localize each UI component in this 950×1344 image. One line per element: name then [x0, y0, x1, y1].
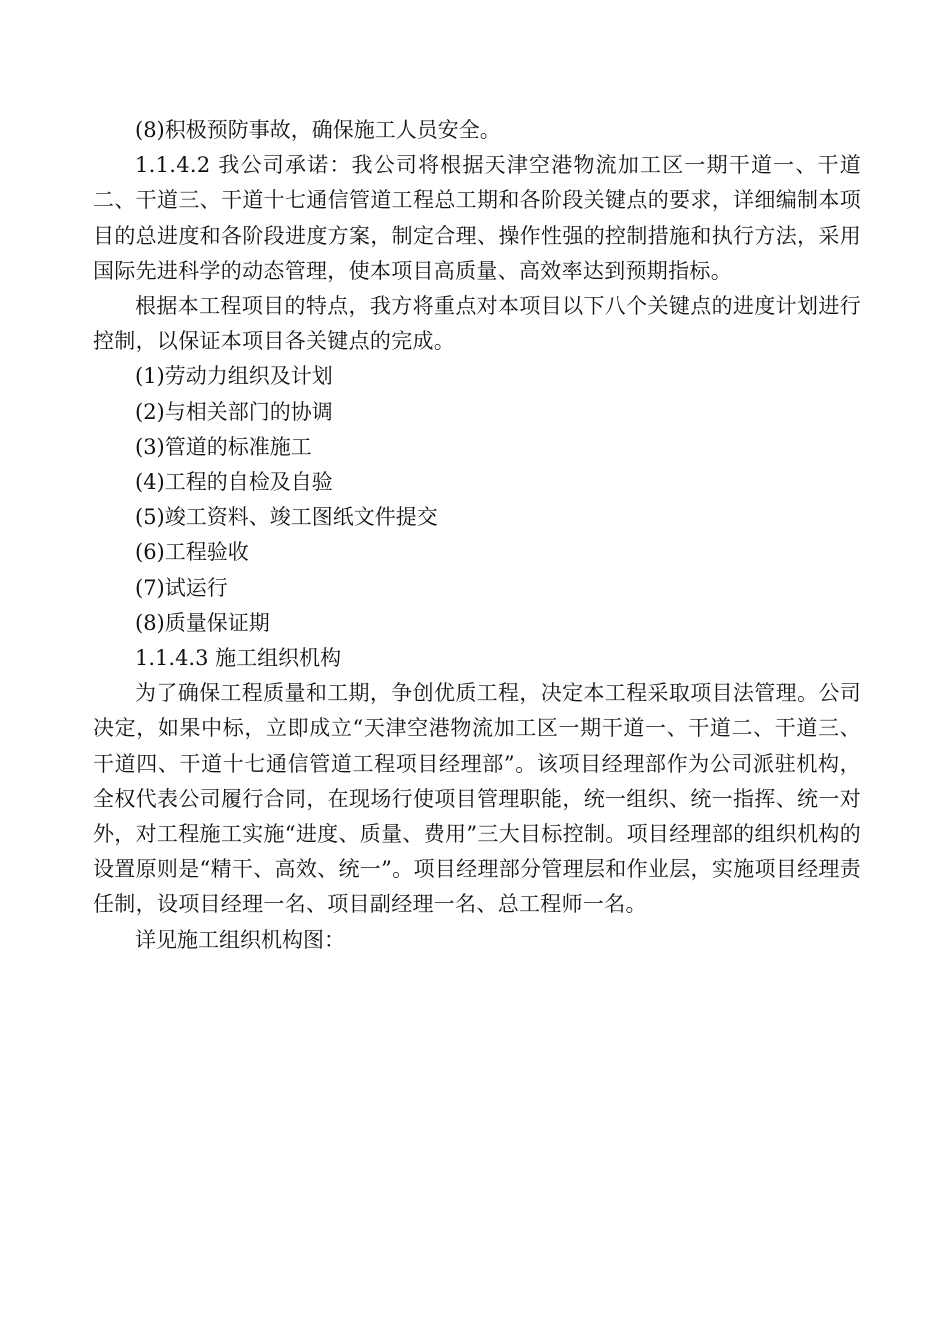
organization-paragraph: 为了确保工程质量和工期，争创优质工程，决定本工程采取项目法管理。公司决定，如果中标，立即成立“天津空港物流加工区一期干道一、干道二、干道三、干道四、干道十七通信管道工程项目经理部”。该项目经理部作为公司派驻机构，全权代表公司履行合同，在现场行使项目管理职能，统一组织、统一指挥、统一对外，对工程施工实施“进度、质量、费用”三大目标控制。项目经理部的组织机构的设置原则是“精干、高效、统一”。项目经理部分管理层和作业层，实施项目经理责任制，设项目经理一名、项目副经理一名、总工程师一名。	[93, 681, 861, 917]
key-point-item: (6)工程验收	[135, 540, 249, 565]
key-point-item: (3)管道的标准施工	[135, 434, 312, 459]
org-chart-reference: 详见施工组织机构图：	[135, 927, 345, 952]
safety-item: (8)积极预防事故，确保施工人员安全。	[135, 118, 501, 142]
key-point-item: (2)与相关部门的协调	[135, 399, 333, 424]
key-point-item: (5)竣工资料、竣工图纸文件提交	[135, 505, 438, 530]
key-point-item: (8)质量保证期	[135, 610, 270, 635]
key-point-item: (7)试运行	[135, 575, 228, 600]
document-body	[93, 113, 861, 958]
key-points-intro-paragraph: 根据本工程项目的特点，我方将重点对本项目以下八个关键点的进度计划进行控制，以保证本项目各关键点的完成。	[93, 294, 861, 354]
commitment-paragraph: 1.1.4.2 我公司承诺：我公司将根据天津空港物流加工区一期干道一、干道二、干道三、干道十七通信管道工程总工期和各阶段关键点的要求，详细编制本项目的总进度和各阶段进度方案，制定合理、操作性强的控制措施和执行方法，采用国际先进科学的动态管理，使本项目高质量、高效率达到预期指标。	[93, 153, 861, 283]
section-heading: 1.1.4.3 施工组织机构	[135, 646, 342, 671]
key-point-item: (1)劳动力组织及计划	[135, 364, 333, 389]
key-point-item: (4)工程的自检及自验	[135, 470, 333, 495]
